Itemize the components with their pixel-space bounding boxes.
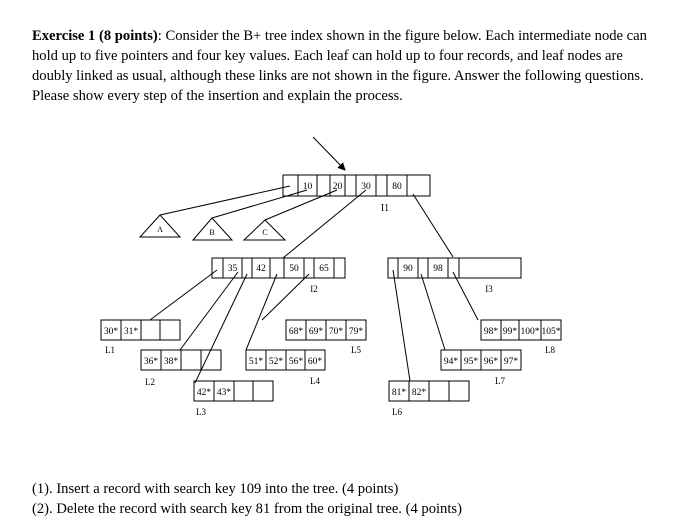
l7-entry: 95* — [463, 357, 479, 367]
l1-entry: 31* — [123, 327, 139, 337]
l6-entry: 81* — [391, 388, 407, 398]
l8-entry: 98* — [483, 327, 499, 337]
i2-key-4: 65 — [319, 264, 329, 274]
i3-label: I3 — [485, 284, 493, 294]
l4-entry: 56* — [288, 357, 304, 367]
l4-label: L4 — [310, 376, 320, 386]
l5-entry: 79* — [348, 327, 364, 337]
subtree-a-label: A — [157, 225, 163, 234]
exercise-body: : Consider the B+ tree index shown in the figure below. Each intermediate node can hold up to five pointers and four key values. Each leaf can hold up to four records, and leaf nodes are doubly linked as usual, although these links are not shown in the figure. Answer the following questions. Please show every step of the insertion and explain the process. — [32, 28, 647, 104]
l1-label: L1 — [105, 345, 115, 355]
root-label: I1 — [380, 203, 390, 214]
l6-label: L6 — [392, 407, 402, 417]
subtree-c-label: C — [262, 228, 268, 237]
l4-entry: 52* — [268, 357, 284, 367]
l8-entry: 105* — [541, 327, 561, 337]
l7-entry: 94* — [443, 357, 459, 367]
l8-entry: 100* — [520, 327, 540, 337]
i2-label: I2 — [310, 284, 318, 294]
subtree-b-label: B — [209, 228, 215, 237]
i2-key-2: 42 — [256, 264, 266, 274]
l5-entry: 69* — [308, 327, 324, 337]
l3-entry: 43* — [216, 388, 232, 398]
exercise-heading: Exercise 1 (8 points) — [32, 28, 158, 44]
question-2: (2). Delete the record with search key 81 from the original tree. (4 points) — [32, 501, 462, 517]
l7-entry: 97* — [503, 357, 519, 367]
l4-entry: 60* — [307, 357, 323, 367]
i2-key-1: 35 — [227, 264, 238, 274]
l8-entry: 99* — [502, 327, 518, 337]
l3-entry: 42* — [196, 388, 212, 398]
l6-entry: 82* — [411, 388, 427, 398]
l5-label: L5 — [351, 345, 361, 355]
i2-key-3: 50 — [289, 264, 299, 274]
root-key-3: 30 — [361, 182, 371, 192]
root-key-2: 20 — [332, 182, 343, 192]
l7-label: L7 — [495, 376, 505, 386]
i3-key-2: 98 — [433, 264, 443, 274]
l1-entry: 30* — [103, 327, 119, 337]
question-1: (1). Insert a record with search key 109 into the tree. (4 points) — [32, 481, 399, 497]
l2-entry: 36* — [143, 357, 159, 367]
l3-label: L3 — [196, 407, 206, 417]
l8-label: L8 — [545, 345, 555, 355]
l2-label: L2 — [145, 377, 155, 387]
root-entry-arrow — [313, 137, 345, 170]
i3-key-1: 90 — [403, 264, 413, 274]
l5-entry: 70* — [328, 327, 344, 337]
root-key-1: 10 — [302, 182, 313, 192]
l5-entry: 68* — [288, 327, 304, 337]
l7-entry: 96* — [483, 357, 499, 367]
l4-entry: 51* — [248, 357, 264, 367]
l2-entry: 38* — [163, 357, 179, 367]
root-key-4: 80 — [392, 182, 402, 192]
